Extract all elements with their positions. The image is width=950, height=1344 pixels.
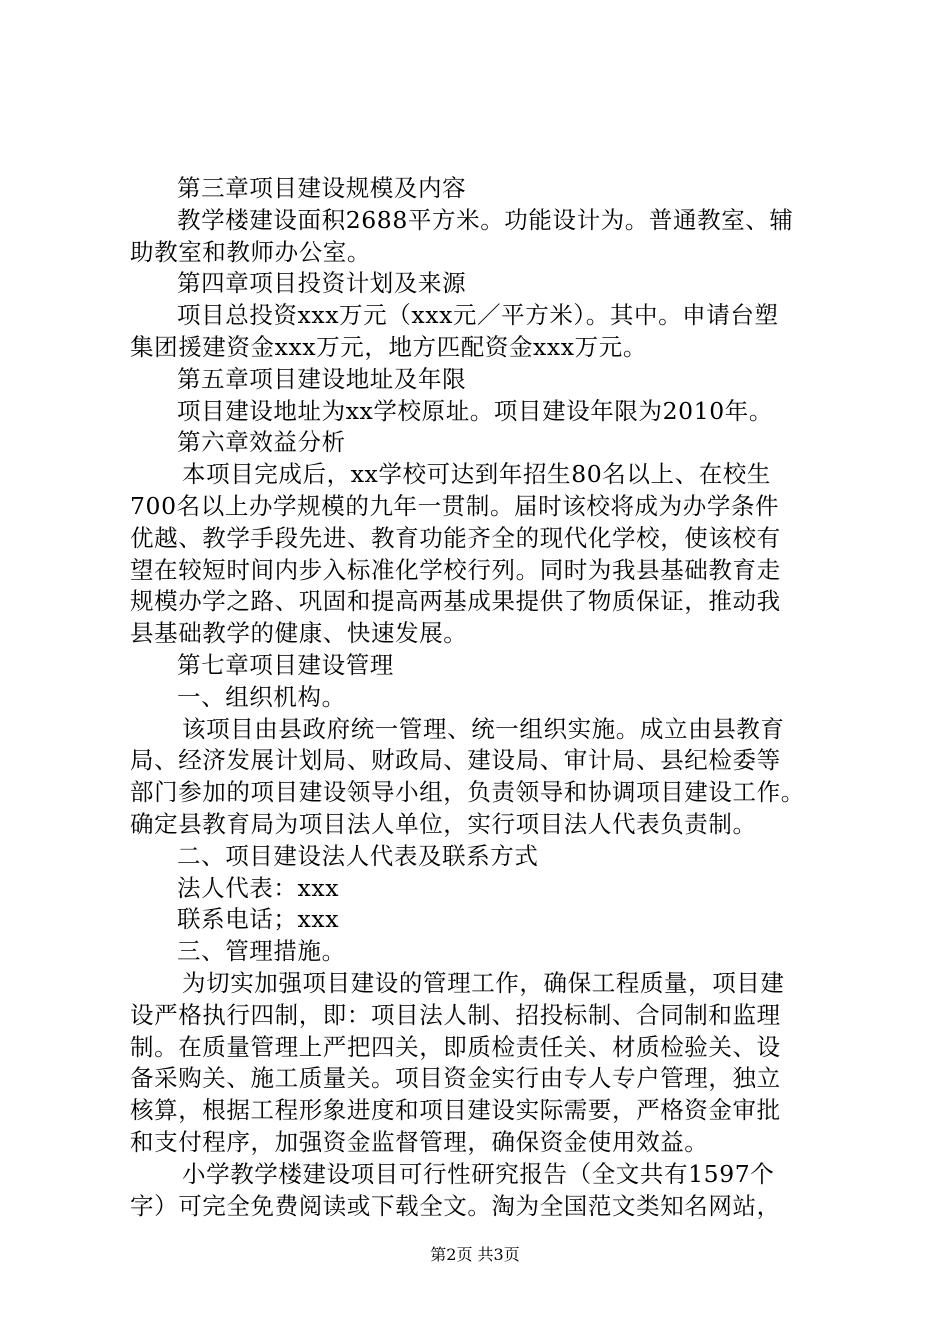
paragraph-line: 备采购关、施工质量关。项目资金实行由专人专户管理，独立: [130, 1064, 781, 1093]
paragraph-line: 字）可完全免费阅读或下载全文。淘为全国范文类知名网站，: [130, 1191, 781, 1220]
section-heading: 三、管理措施。: [177, 937, 346, 966]
document-body: [130, 173, 830, 1222]
paragraph-line: 局、经济发展计划局、财政局、建设局、审计局、县纪检委等: [130, 746, 781, 775]
paragraph-line: 项目建设地址为xx学校原址。项目建设年限为2010年。: [177, 396, 774, 425]
paragraph-line: 设严格执行四制，即：项目法人制、招投标制、合同制和监理: [130, 1000, 781, 1029]
contact-line: 法人代表：xxx: [177, 873, 340, 902]
contact-line: 联系电话；xxx: [177, 905, 340, 934]
paragraph-line: 规模办学之路、巩固和提高两基成果提供了物质保证，推动我: [130, 587, 781, 616]
chapter-heading: 第六章效益分析: [177, 428, 346, 457]
paragraph-line: 为切实加强项目建设的管理工作，确保工程质量，项目建: [182, 968, 785, 997]
chapter-heading: 第五章项目建设地址及年限: [177, 364, 467, 393]
chapter-heading: 第七章项目建设管理: [177, 650, 394, 679]
paragraph-line: 望在较短时间内步入标准化学校行列。同时为我县基础教育走: [130, 555, 781, 584]
page-footer: 第2页 共3页: [430, 1245, 520, 1264]
chapter-heading: 第四章项目投资计划及来源: [177, 269, 467, 298]
paragraph-line: 该项目由县政府统一管理、统一组织实施。成立由县教育: [182, 714, 785, 743]
paragraph-line: 助教室和教师办公室。: [130, 237, 371, 266]
paragraph-line: 小学教学楼建设项目可行性研究报告（全文共有1597个: [182, 1159, 775, 1188]
paragraph-line: 项目总投资xxx万元（xxx元／平方米）。其中。申请台塑: [177, 301, 779, 330]
paragraph-line: 本项目完成后，xx学校可达到年招生80名以上、在校生: [182, 460, 772, 489]
paragraph-line: 700名以上办学规模的九年一贯制。届时该校将成为办学条件: [130, 491, 780, 520]
paragraph-line: 优越、教学手段先进、教育功能齐全的现代化学校，使该校有: [130, 523, 781, 552]
paragraph-line: 确定县教育局为项目法人单位，实行项目法人代表负责制。: [130, 809, 757, 838]
section-heading: 一、组织机构。: [177, 682, 346, 711]
paragraph-line: 部门参加的项目建设领导小组，负责领导和协调项目建设工作。: [130, 778, 805, 807]
section-heading: 二、项目建设法人代表及联系方式: [177, 841, 539, 870]
paragraph-line: 制。在质量管理上严把四关，即质检责任关、材质检验关、设: [130, 1032, 781, 1061]
paragraph-line: 集团援建资金xxx万元，地方匹配资金xxx万元。: [130, 332, 647, 361]
paragraph-line: 县基础教学的健康、快速发展。: [130, 619, 468, 648]
chapter-heading: 第三章项目建设规模及内容: [177, 174, 467, 202]
paragraph-line: 核算，根据工程形象进度和项目建设实际需要，严格资金审批: [130, 1096, 781, 1125]
paragraph-line: 和支付程序，加强资金监督管理，确保资金使用效益。: [130, 1127, 709, 1156]
paragraph-line: 教学楼建设面积2688平方米。功能设计为。普通教室、辅: [177, 205, 794, 234]
